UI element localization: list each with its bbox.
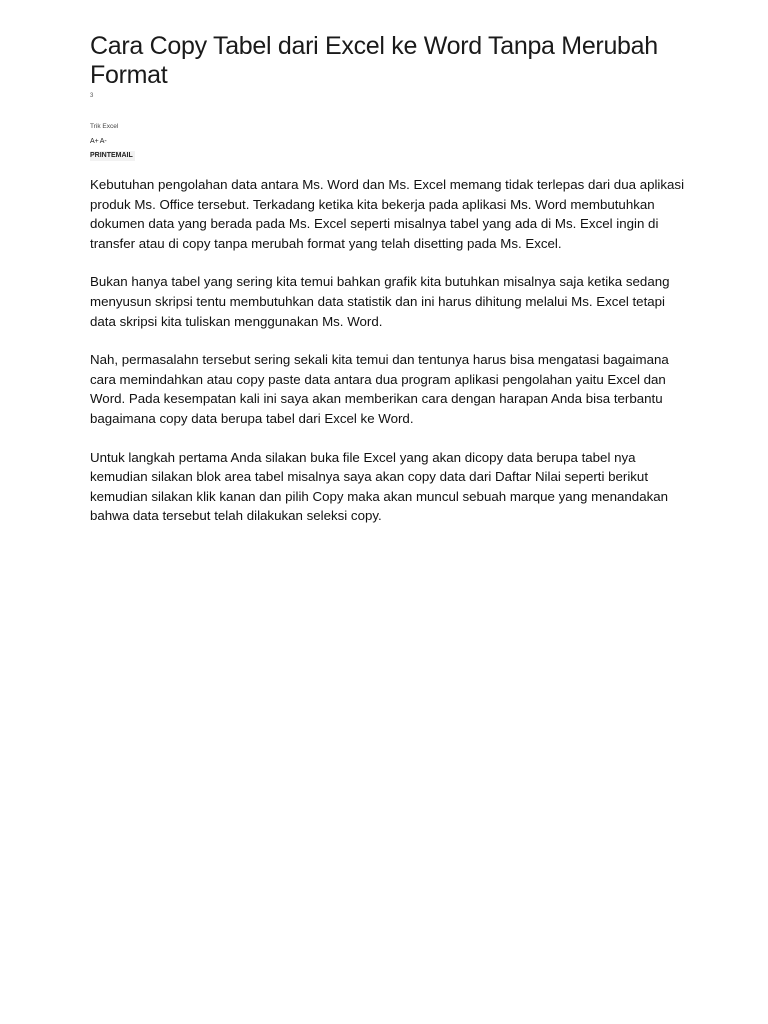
font-increase-button[interactable]: A+ bbox=[90, 138, 99, 145]
paragraph: Untuk langkah pertama Anda silakan buka file Excel yang akan dicopy data berupa tabel nya kemudian silakan blok area tabel misalnya saya akan copy data dari Daftar Nilai seperti berikut kemudian silakan klik kanan dan pilih Copy maka akan muncul sebuah marque yang menandakan bahwa data tersebut telah dilakukan seleksi copy. bbox=[90, 449, 669, 524]
article-tools bbox=[90, 137, 685, 161]
article-body bbox=[90, 175, 685, 526]
font-size-controls bbox=[90, 137, 685, 146]
article bbox=[90, 32, 685, 545]
print-button[interactable]: PRINT bbox=[90, 152, 111, 159]
category-link[interactable]: Trik Excel bbox=[90, 123, 119, 130]
article-title: Cara Copy Tabel dari Excel ke Word Tanpa Merubah Format bbox=[90, 32, 658, 89]
paragraph: Kebutuhan pengolahan data antara Ms. Word dan Ms. Excel memang tidak terlepas dari dua aplikasi produk Ms. Office tersebut. Terkadang ketika kita bekerja pada aplikasi Ms. Word membutuhkan dokumen data yang berada pada Ms. Excel seperti misalnya tabel yang ada di Ms. Excel ingin di transfer atau di copy tanpa merubah format yang telah disetting pada Ms. Excel. bbox=[90, 177, 685, 251]
paragraph: Nah, permasalahn tersebut sering sekali kita temui dan tentunya harus bisa mengatasi bagaimana cara memindahkan atau copy paste data antara dua program aplikasi pengolahan yaitu Excel dan Word. Pada kesempatan kali ini saya akan memberikan cara dengan harapan Anda bisa terbantu bagaimana copy data berupa tabel dari Excel ke Word. bbox=[90, 352, 669, 426]
email-button[interactable]: EMAIL bbox=[111, 152, 133, 159]
comment-count[interactable]: 3 bbox=[90, 93, 94, 99]
font-decrease-button[interactable]: A- bbox=[99, 138, 107, 145]
paragraph: Bukan hanya tabel yang sering kita temui bahkan grafik kita butuhkan misalnya saja ketika sedang menyusun skripsi tentu membutuhkan data statistik dan ini harus dihitung melalui Ms. Excel tetapi data skripsi kita tuliskan menggunakan Ms. Word. bbox=[90, 274, 670, 329]
share-bar bbox=[90, 151, 135, 161]
